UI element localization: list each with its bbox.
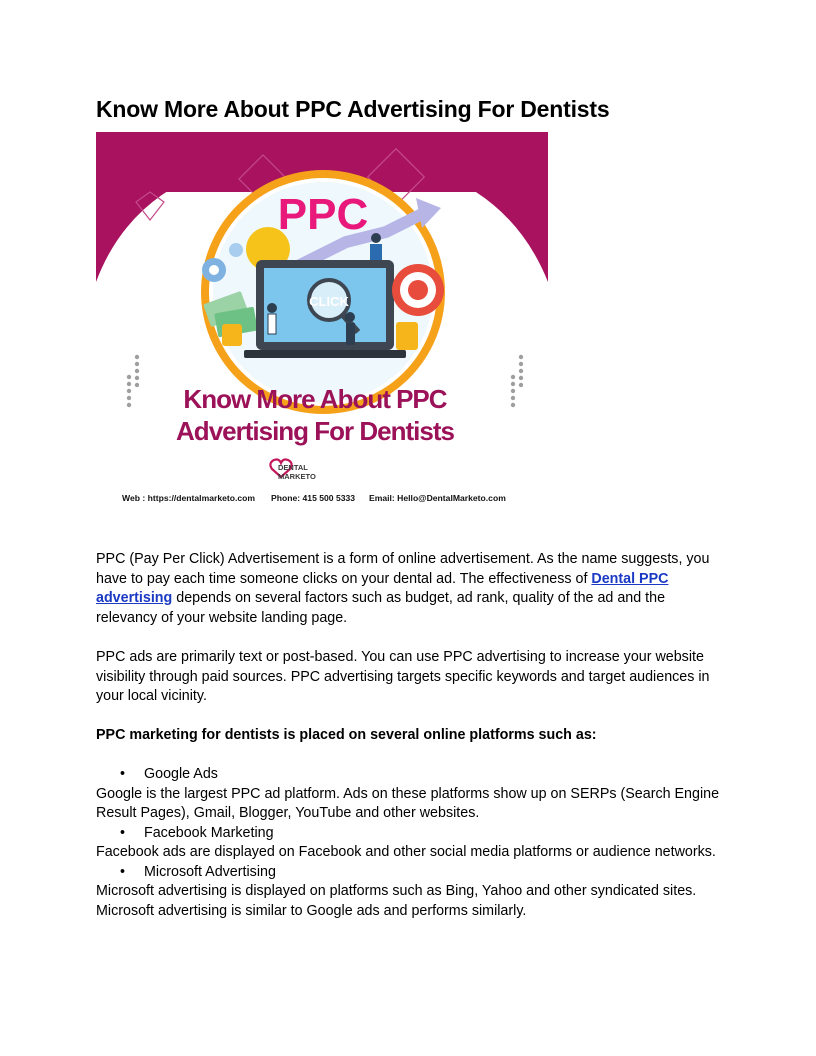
brand-line1: DENTAL (278, 463, 308, 472)
list-item-facebook-marketing (96, 824, 726, 844)
platform-name: Microsoft Advertising (144, 863, 276, 880)
brand-line2: MARKETO (278, 472, 316, 481)
page-title: Know More About PPC Advertising For Dentists (96, 96, 610, 122)
contact-web: Web : https://dentalmarketo.com (122, 493, 256, 503)
intro-text-before-link: PPC (Pay Per Click) Advertisement is a form of online advertisement. As the name suggests, you have to pay each time someone clicks on your dental ad. The effectiveness of (96, 551, 710, 587)
list-item-google-ads (96, 765, 726, 785)
bullet-icon: • (120, 863, 126, 880)
intro-paragraph (96, 550, 726, 628)
hero-image (96, 132, 548, 512)
intro-text-after-link: depends on several factors such as budget, ad rank, quality of the ad and the relevancy of your website landing page. (96, 590, 666, 626)
platform-description: Google is the largest PPC ad platform. Ads on these platforms show up on SERPs (Search Engine Result Pages), Gmail, Blogger, YouTube and other websites. (96, 785, 720, 821)
platform-name: Facebook Marketing (144, 824, 274, 841)
target-icon (392, 264, 444, 316)
bullet-icon: • (120, 824, 126, 841)
hero-headline-line1: Know More About PPC (183, 384, 447, 414)
platforms-list (96, 765, 726, 921)
list-item-microsoft-advertising (96, 863, 726, 883)
hero-headline-line2: Advertising For Dentists (176, 416, 454, 446)
platform-description: Microsoft advertising is displayed on platforms such as Bing, Yahoo and other syndicated sites. Microsoft advertising is similar to Google ads and performs similarly. (96, 883, 697, 919)
bullet-icon: • (120, 766, 126, 782)
platform-description: Facebook ads are displayed on Facebook and other social media platforms or audience networks. (96, 844, 716, 860)
contact-phone: Phone: 415 500 5333 (271, 493, 356, 503)
hero-ppc-text: PPC (277, 190, 369, 239)
platform-name: Google Ads (144, 766, 218, 782)
contact-email: Email: Hello@DentalMarketo.com (369, 493, 506, 503)
decor-dots-right (511, 355, 523, 407)
dental-ppc-advertising-link[interactable]: Dental PPC advertising (96, 570, 669, 606)
hero-click-text: CLICK (309, 294, 349, 309)
dental-marketo-logo (270, 459, 316, 481)
ppc-ads-paragraph: PPC ads are primarily text or post-based. You can use PPC advertising to increase your website visibility through paid sources. PPC advertising targets specific keywords and target audiences in your local vicinity. (96, 649, 710, 704)
decor-dots-left (127, 355, 139, 407)
platforms-heading: PPC marketing for dentists is placed on several online platforms such as: (96, 727, 597, 743)
